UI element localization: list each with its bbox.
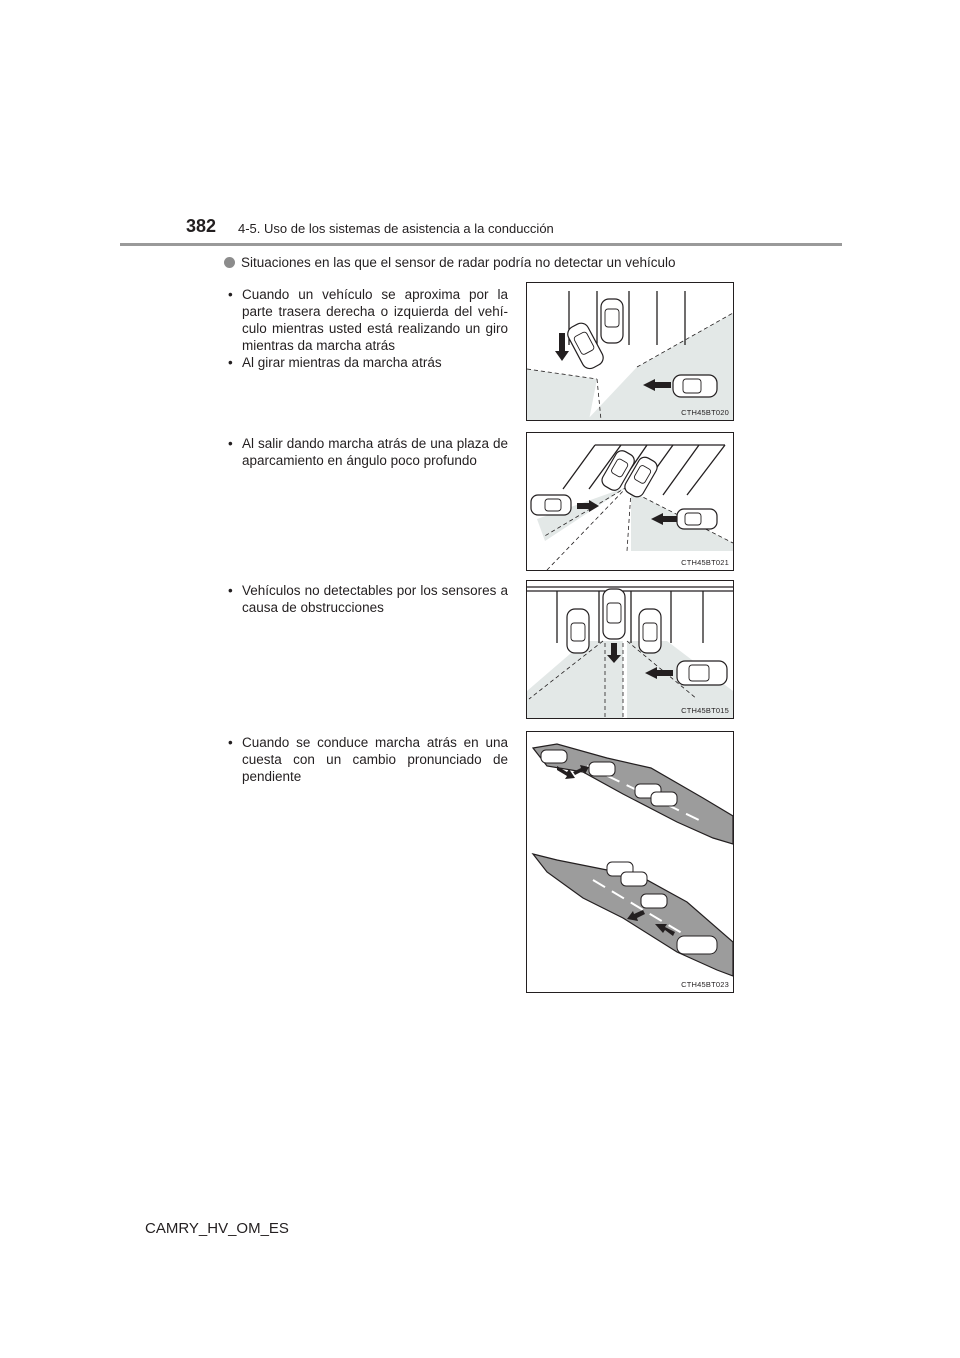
list-item	[228, 286, 508, 354]
figure-code: CTH45BT023	[681, 980, 729, 989]
approaching-car	[673, 375, 717, 397]
bullet-list-slope	[228, 734, 508, 785]
car-icon	[541, 750, 567, 763]
footer-doc-code: CAMRY_HV_OM_ES	[145, 1220, 289, 1237]
figure-obstructions	[526, 580, 734, 719]
bullet-text: Al salir dando marcha atrás de una plaza de aparcamiento en ángulo poco profundo	[242, 436, 508, 468]
sensor-line	[627, 491, 631, 551]
approaching-car	[677, 661, 727, 685]
parked-car	[601, 299, 623, 343]
arrow-down-icon	[555, 333, 569, 361]
section-title: 4-5. Uso de los sistemas de asistencia a la conducción	[238, 221, 554, 236]
bullet-dot-icon: •	[228, 583, 233, 598]
bullet-list-reverse-turn	[228, 286, 508, 371]
list-item	[228, 435, 508, 469]
page-number: 382	[186, 216, 217, 236]
bullet-dot-icon: •	[228, 287, 233, 302]
list-item	[228, 582, 508, 616]
car-icon	[621, 872, 647, 886]
figure-angled-parking	[526, 432, 734, 571]
figure-code: CTH45BT021	[681, 558, 729, 567]
bullet-text: Cuando un vehículo se aproxima por la parte trasera derecha o izquierda del vehí-culo mientras usted está realizando un giro mientras da marcha atrás	[242, 287, 508, 353]
car-icon	[651, 792, 677, 806]
angled-parking-diagram	[527, 433, 733, 570]
parking-lines	[527, 587, 733, 643]
bullet-list-obstructions	[228, 582, 508, 616]
bullet-list-angled-parking	[228, 435, 508, 469]
list-item	[228, 734, 508, 785]
detection-area-left	[527, 369, 597, 420]
car-icon	[677, 936, 717, 954]
figure-reverse-turn	[526, 282, 734, 421]
bullet-text: Vehículos no detectables por los sensores a causa de obstrucciones	[242, 583, 508, 615]
reverse-turn-diagram	[527, 283, 733, 420]
bullet-dot-icon: •	[228, 436, 233, 451]
car-icon	[641, 894, 667, 908]
slope-diagram	[527, 732, 733, 992]
heading-text: Situaciones en las que el sensor de radar podría no detectar un vehículo	[241, 255, 676, 270]
obstruction-diagram	[527, 581, 733, 718]
header-divider	[120, 243, 842, 246]
bullet-text: Cuando se conduce marcha atrás en una cuesta con un cambio pronunciado de pendiente	[242, 735, 508, 784]
bullet-dot-icon: •	[228, 735, 233, 750]
reversing-car	[565, 320, 606, 371]
figure-code: CTH45BT015	[681, 706, 729, 715]
approaching-car-right	[677, 509, 717, 529]
figure-slope	[526, 731, 734, 993]
figure-code: CTH45BT020	[681, 408, 729, 417]
parked-car-left	[567, 609, 589, 653]
parked-car-right	[639, 609, 661, 653]
situations-heading	[224, 255, 676, 270]
list-item	[228, 354, 508, 371]
bullet-dot-icon: •	[228, 355, 233, 370]
approaching-car-left	[531, 495, 571, 515]
bullet-text: Al girar mientras da marcha atrás	[242, 355, 442, 370]
car-icon	[589, 762, 615, 776]
circle-bullet-icon	[224, 257, 235, 268]
reversing-car	[603, 589, 625, 639]
